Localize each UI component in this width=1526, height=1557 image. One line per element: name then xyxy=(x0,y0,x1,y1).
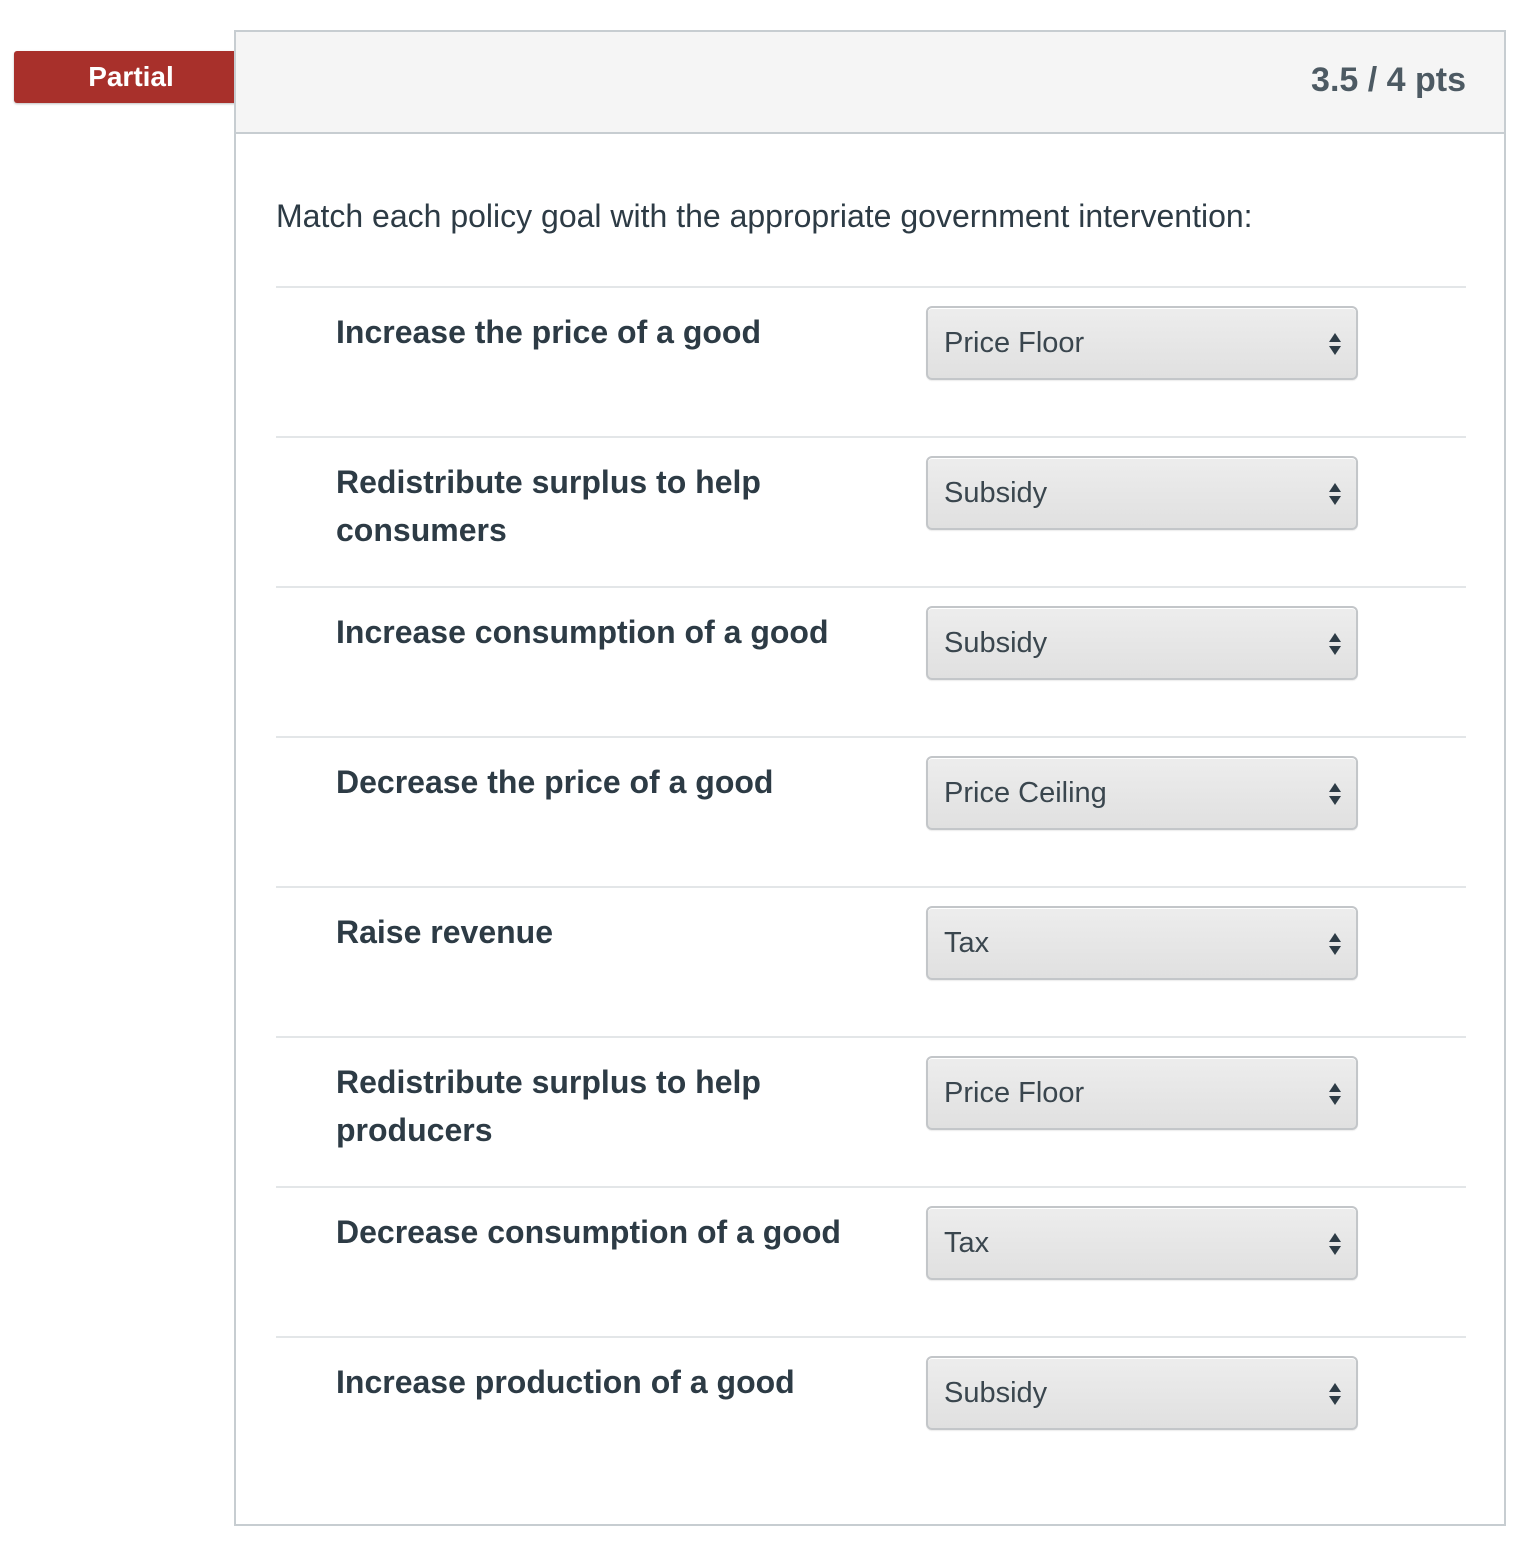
answer-goal-label: Increase production of a good xyxy=(336,1364,795,1400)
answer-select[interactable] xyxy=(926,306,1358,380)
select-value: Tax xyxy=(944,927,990,959)
answer-goal-label: Decrease consumption of a good xyxy=(336,1214,841,1250)
answer-goal-label: Redistribute surplus to help consumers xyxy=(336,464,761,548)
answer-goal-label: Decrease the price of a good xyxy=(336,764,774,800)
up-down-arrows-icon xyxy=(1328,1382,1342,1406)
status-badge-partial xyxy=(14,51,248,103)
select-value: Price Ceiling xyxy=(944,777,1107,809)
answer-goal-label: Redistribute surplus to help producers xyxy=(336,1064,761,1148)
select-value: Price Floor xyxy=(944,1077,1085,1109)
up-down-arrows-icon xyxy=(1328,332,1342,356)
answer-list xyxy=(276,286,1466,1486)
select-value: Subsidy xyxy=(944,477,1048,509)
question-header xyxy=(236,32,1504,134)
select-value: Subsidy xyxy=(944,1377,1048,1409)
answer-goal-label: Increase the price of a good xyxy=(336,314,761,350)
answer-row xyxy=(276,1186,1466,1336)
answer-select[interactable] xyxy=(926,606,1358,680)
answer-row xyxy=(276,286,1466,436)
answer-select[interactable] xyxy=(926,456,1358,530)
select-value: Price Floor xyxy=(944,327,1085,359)
answer-goal-label: Raise revenue xyxy=(336,914,554,950)
answer-select[interactable] xyxy=(926,1356,1358,1430)
up-down-arrows-icon xyxy=(1328,482,1342,506)
points-score: 3.5 / 4 pts xyxy=(1311,61,1466,99)
question-prompt: Match each policy goal with the appropriate government intervention: xyxy=(276,198,1253,234)
answer-row xyxy=(276,886,1466,1036)
answer-select[interactable] xyxy=(926,756,1358,830)
select-value: Tax xyxy=(944,1227,990,1259)
answer-select[interactable] xyxy=(926,1206,1358,1280)
answer-goal-label: Increase consumption of a good xyxy=(336,614,829,650)
answer-select[interactable] xyxy=(926,906,1358,980)
answer-select[interactable] xyxy=(926,1056,1358,1130)
up-down-arrows-icon xyxy=(1328,1082,1342,1106)
up-down-arrows-icon xyxy=(1328,632,1342,656)
select-value: Subsidy xyxy=(944,627,1048,659)
question-card xyxy=(234,30,1506,1526)
answer-row xyxy=(276,436,1466,586)
answer-row xyxy=(276,736,1466,886)
answer-row xyxy=(276,1036,1466,1186)
status-label: Partial xyxy=(88,61,174,92)
answer-row xyxy=(276,586,1466,736)
up-down-arrows-icon xyxy=(1328,1232,1342,1256)
up-down-arrows-icon xyxy=(1328,932,1342,956)
answer-row xyxy=(276,1336,1466,1486)
up-down-arrows-icon xyxy=(1328,782,1342,806)
